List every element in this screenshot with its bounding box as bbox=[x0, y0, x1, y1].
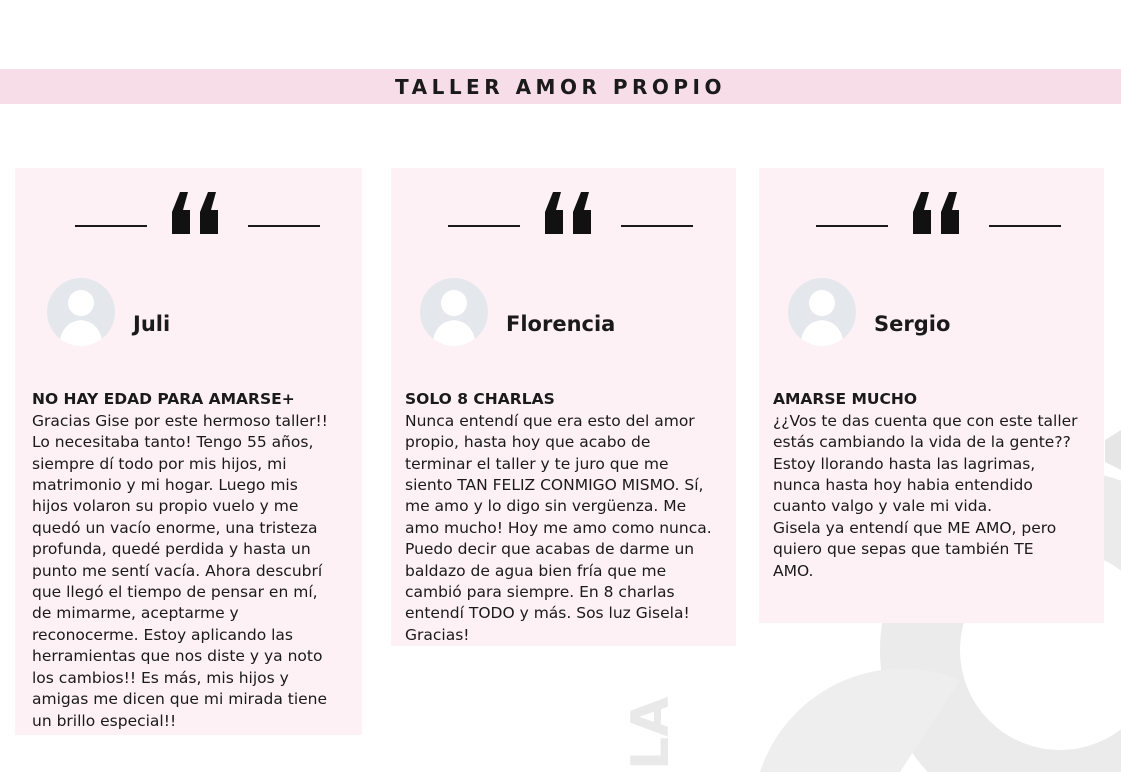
testimonial-text: Nunca entendí que era esto del amor propio, hasta hoy que acabo de terminar el taller y te juro que me siento TAN FELIZ CONMIGO MISMO. Sí, me amo y lo digo sin vergüenza. Me amo mucho! Hoy me amo como nunca. Puedo decir que acabas de darme un baldazo de agua bien fría que me cambió para siempre. En 8 charlas entendí TODO y más. Sos luz Gisela! Gracias! bbox=[405, 411, 712, 644]
divider bbox=[816, 225, 888, 227]
testimonial-card bbox=[759, 168, 1104, 623]
testimonial-headline: NO HAY EDAD PARA AMARSE+ bbox=[32, 390, 295, 409]
testimonial-text: ¿¿Vos te das cuenta que con este taller estás cambiando la vida de la gente?? Estoy llorando hasta las lagrimas, nunca hasta hoy habia entendido cuanto valgo y vale mi vida. Gisela ya entendí que ME AMO, pero quiero que sepas que también TE AMO. bbox=[773, 411, 1078, 580]
quote-header bbox=[391, 188, 736, 238]
user-avatar-icon bbox=[420, 278, 488, 346]
testimonial-text: Gracias Gise por este hermoso taller!! Lo necesitaba tanto! Tengo 55 años, siempre dí todo por mis hijos, mi matrimonio y mi hogar. Luego mis hijos volaron su propio vuelo y me quedó un vacío enorme, una tristeza profunda, quedé perdida y hasta un punto me sentí vacía. Ahora descubrí que llegó el tiempo de pensar en mí, de mimarme, aceptarme y reconocerme. Estoy aplicando las herramientas que nos diste y ya noto los cambios!! Es más, mis hijos y amigas me dicen que mi mirada tiene un brillo especial!! bbox=[32, 411, 328, 730]
title-banner bbox=[0, 69, 1121, 104]
testimonial-body bbox=[773, 368, 1098, 582]
divider bbox=[621, 225, 693, 227]
quote-icon bbox=[909, 188, 969, 238]
testimonial-card bbox=[391, 168, 736, 646]
page-title: TALLER AMOR PROPIO bbox=[395, 74, 726, 99]
author-name: Juli bbox=[133, 312, 171, 336]
divider bbox=[248, 225, 320, 227]
quote-header bbox=[759, 188, 1104, 238]
author-name: Florencia bbox=[506, 312, 616, 336]
quote-icon bbox=[541, 188, 601, 238]
testimonial-card bbox=[15, 168, 362, 735]
user-avatar-icon bbox=[47, 278, 115, 346]
divider bbox=[989, 225, 1061, 227]
author-name: Sergio bbox=[874, 312, 951, 336]
divider bbox=[448, 225, 520, 227]
user-avatar-icon bbox=[788, 278, 856, 346]
testimonial-body bbox=[405, 368, 730, 646]
divider bbox=[75, 225, 147, 227]
testimonial-headline: AMARSE MUCHO bbox=[773, 390, 918, 409]
testimonial-body bbox=[32, 368, 352, 732]
quote-icon bbox=[168, 188, 228, 238]
quote-header bbox=[15, 188, 362, 238]
svg-text:LA: LA bbox=[621, 696, 681, 770]
testimonial-headline: SOLO 8 CHARLAS bbox=[405, 390, 555, 409]
